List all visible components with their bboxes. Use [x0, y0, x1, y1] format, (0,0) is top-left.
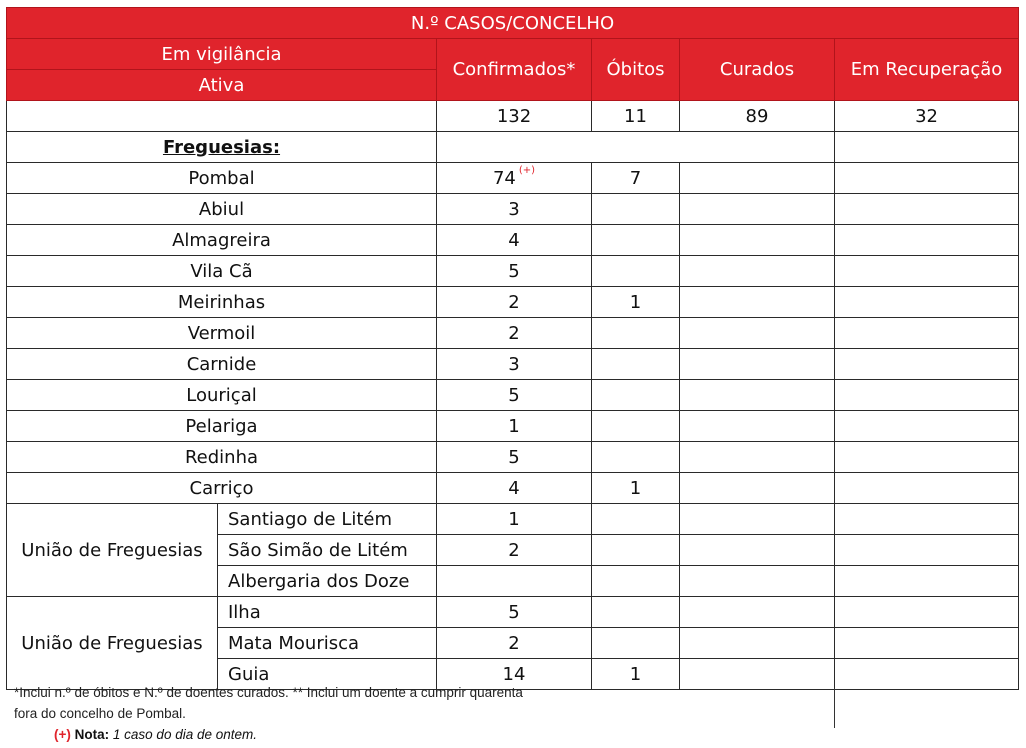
confirmados-cell — [437, 442, 592, 473]
recuperacao-cell — [835, 628, 1019, 659]
divider-line — [834, 688, 835, 728]
curados-cell — [680, 504, 835, 535]
freguesia-name: Pelariga — [7, 411, 437, 442]
union-freguesia-name: Albergaria dos Doze — [218, 566, 437, 597]
plus-marker: (+) — [518, 164, 536, 176]
recuperacao-cell — [835, 380, 1019, 411]
obitos-cell: 1 — [592, 473, 680, 504]
union-label: União de Freguesias — [7, 504, 218, 597]
union2-body — [7, 597, 1019, 690]
cases-table — [6, 7, 1019, 690]
confirmados-cell — [437, 225, 592, 256]
curados-cell — [680, 256, 835, 287]
recuperacao-cell — [835, 225, 1019, 256]
confirmados-cell: 14 — [437, 659, 592, 690]
confirmados-cell — [437, 256, 592, 287]
confirmados-value: 4 — [508, 229, 520, 251]
table-row — [7, 504, 1019, 535]
confirmados-cell — [437, 194, 592, 225]
curados-cell — [680, 535, 835, 566]
curados-cell — [680, 473, 835, 504]
table-row — [7, 411, 1019, 442]
table-row — [7, 256, 1019, 287]
curados-cell — [680, 380, 835, 411]
freguesias-heading — [7, 132, 437, 163]
table-row — [7, 597, 1019, 628]
note-text: 1 caso do dia de ontem. — [112, 727, 258, 742]
confirmados-value: 3 — [508, 353, 520, 375]
obitos-cell — [592, 442, 680, 473]
union-freguesia-name: Santiago de Litém — [218, 504, 437, 535]
freguesias-body — [7, 163, 1019, 504]
freguesia-name: Meirinhas — [7, 287, 437, 318]
header-curados: Curados — [680, 39, 835, 101]
obitos-cell: 1 — [592, 287, 680, 318]
recuperacao-cell — [835, 349, 1019, 380]
confirmados-cell — [437, 411, 592, 442]
freguesia-name: Carriço — [7, 473, 437, 504]
confirmados-cell: 5 — [437, 597, 592, 628]
table-row — [7, 194, 1019, 225]
confirmados-cell — [437, 380, 592, 411]
confirmados-value: 5 — [508, 260, 520, 282]
recuperacao-cell — [835, 163, 1019, 194]
table-row — [7, 473, 1019, 504]
recuperacao-cell — [835, 597, 1019, 628]
curados-cell — [680, 659, 835, 690]
freguesia-name: Louriçal — [7, 380, 437, 411]
confirmados-value: 2 — [508, 322, 520, 344]
freguesia-name: Carnide — [7, 349, 437, 380]
union-freguesia-name: Mata Mourisca — [218, 628, 437, 659]
curados-cell — [680, 194, 835, 225]
curados-cell — [680, 411, 835, 442]
union-label: União de Freguesias — [7, 597, 218, 690]
freguesia-name: Pombal — [7, 163, 437, 194]
obitos-cell — [592, 411, 680, 442]
obitos-cell — [592, 256, 680, 287]
obitos-cell — [592, 504, 680, 535]
confirmados-value: 5 — [508, 384, 520, 406]
recuperacao-cell — [835, 535, 1019, 566]
empty-cell — [835, 132, 1019, 163]
freguesia-name: Abiul — [7, 194, 437, 225]
recuperacao-cell — [835, 194, 1019, 225]
header-confirmados: Confirmados* — [437, 39, 592, 101]
footnote-line2: fora do concelho de Pombal. — [14, 706, 186, 721]
recuperacao-cell — [835, 566, 1019, 597]
curados-cell — [680, 163, 835, 194]
obitos-cell — [592, 318, 680, 349]
confirmados-value: 4 — [508, 477, 520, 499]
freguesia-name: Vila Cã — [7, 256, 437, 287]
recuperacao-cell — [835, 318, 1019, 349]
totals-row — [7, 101, 1019, 132]
confirmados-cell — [437, 287, 592, 318]
note-mark: (+) — [54, 727, 71, 742]
freguesia-name: Vermoil — [7, 318, 437, 349]
obitos-cell — [592, 597, 680, 628]
recuperacao-cell — [835, 287, 1019, 318]
obitos-cell: 1 — [592, 659, 680, 690]
footnote-line1: *Inclui n.º de óbitos e N.º de doentes curados. ** Inclui um doente a cumprir quarenta — [14, 685, 523, 700]
table-row — [7, 380, 1019, 411]
total-confirmados: 132 — [437, 101, 592, 132]
confirmados-cell: 2 — [437, 535, 592, 566]
obitos-cell — [592, 349, 680, 380]
freguesias-label: Freguesias: — [162, 136, 281, 158]
confirmados-value: 5 — [508, 446, 520, 468]
totals-label-cell — [7, 101, 437, 132]
recuperacao-cell — [835, 442, 1019, 473]
confirmados-cell — [437, 473, 592, 504]
confirmados-cell: 2 — [437, 628, 592, 659]
header-obitos: Óbitos — [592, 39, 680, 101]
curados-cell — [680, 566, 835, 597]
empty-cell — [437, 132, 835, 163]
header-ativa: Ativa — [7, 70, 437, 101]
total-recuperacao: 32 — [835, 101, 1019, 132]
table-row — [7, 318, 1019, 349]
obitos-cell: 7 — [592, 163, 680, 194]
recuperacao-cell — [835, 256, 1019, 287]
curados-cell — [680, 597, 835, 628]
confirmados-cell — [437, 318, 592, 349]
confirmados-value: 2 — [508, 291, 520, 313]
curados-cell — [680, 442, 835, 473]
recuperacao-cell — [835, 411, 1019, 442]
union-freguesia-name: São Simão de Litém — [218, 535, 437, 566]
confirmados-cell — [437, 163, 592, 194]
recuperacao-cell — [835, 473, 1019, 504]
table-row — [7, 349, 1019, 380]
obitos-cell — [592, 628, 680, 659]
note — [54, 727, 257, 742]
confirmados-value: 3 — [508, 198, 520, 220]
obitos-cell — [592, 225, 680, 256]
union-freguesia-name: Guia — [218, 659, 437, 690]
obitos-cell — [592, 535, 680, 566]
obitos-cell — [592, 194, 680, 225]
curados-cell — [680, 225, 835, 256]
table-row — [7, 163, 1019, 194]
curados-cell — [680, 287, 835, 318]
table-row — [7, 287, 1019, 318]
confirmados-cell: 1 — [437, 504, 592, 535]
confirmados-value: 1 — [508, 415, 520, 437]
obitos-cell — [592, 380, 680, 411]
total-obitos: 11 — [592, 101, 680, 132]
table-row — [7, 225, 1019, 256]
union1-body — [7, 504, 1019, 597]
confirmados-cell — [437, 566, 592, 597]
table-row — [7, 442, 1019, 473]
curados-cell — [680, 318, 835, 349]
freguesias-heading-row — [7, 132, 1019, 163]
note-label: Nota: — [74, 727, 110, 742]
freguesia-name: Redinha — [7, 442, 437, 473]
obitos-cell — [592, 566, 680, 597]
confirmados-value: 74 — [492, 167, 516, 189]
header-vigilancia: Em vigilância — [7, 39, 437, 70]
confirmados-cell — [437, 349, 592, 380]
total-curados: 89 — [680, 101, 835, 132]
recuperacao-cell — [835, 504, 1019, 535]
table-title: N.º CASOS/CONCELHO — [7, 8, 1019, 39]
header-recuperacao: Em Recuperação — [835, 39, 1019, 101]
union-freguesia-name: Ilha — [218, 597, 437, 628]
freguesia-name: Almagreira — [7, 225, 437, 256]
recuperacao-cell — [835, 659, 1019, 690]
curados-cell — [680, 349, 835, 380]
curados-cell — [680, 628, 835, 659]
